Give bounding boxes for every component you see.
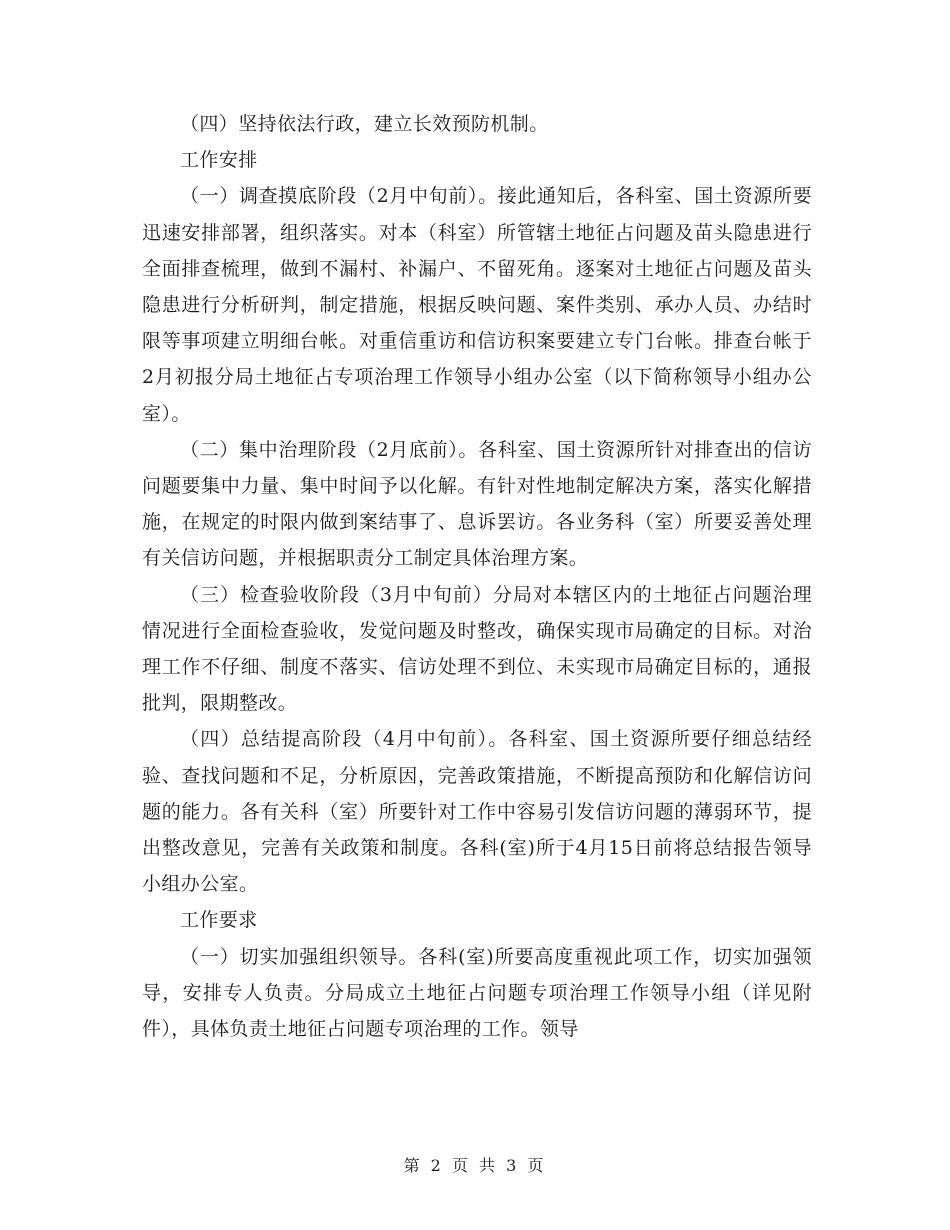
paragraph-stage-1: （一）调查摸底阶段（2月中旬前）。接此通知后，各科室、国土资源所要迅速安排部署，组织落实。对本（科室）所管辖土地征占问题及苗头隐患进行全面排查梳理，做到不漏村、补漏户、不留死角。逐案对土地征占问题及苗头隐患进行分析研判，制定措施，根据反映问题、案件类别、承办人员、办结时限等事项建立明细台帐。对重信重访和信访积案要建立专门台帐。排查台帐于2月初报分局土地征占专项治理工作领导小组办公室（以下简称领导小组办公室）。	[142, 185, 812, 425]
paragraph-stage-2: （二）集中治理阶段（2月底前）。各科室、国土资源所针对排查出的信访问题要集中力量、集中时间予以化解。有针对性地制定解决方案，落实化解措施，在规定的时限内做到案结事了、息诉罢访。各业务科（室）所要妥善处理有关信访问题，并根据职责分工制定具体治理方案。	[142, 438, 812, 570]
paragraph-requirement-1: （一）切实加强组织领导。各科(室)所要高度重视此项工作，切实加强领导，安排专人负责。分局成立土地征占问题专项治理工作领导小组（详见附件），具体负责土地征占问题专项治理的工作。领导	[142, 945, 812, 1041]
section-heading-work-arrangement: 工作安排	[180, 149, 258, 172]
paragraph-stage-4: （四）总结提高阶段（4月中旬前）。各科室、国土资源所要仔细总结经验、查找问题和不足，分析原因，完善政策措施，不断提高预防和化解信访问题的能力。各有关科（室）所要针对工作中容易引发信访问题的薄弱环节，提出整改意见，完善有关政策和制度。各科(室)所于4月15日前将总结报告领导小组办公室。	[142, 728, 812, 896]
paragraph-principle-4: （四）坚持依法行政，建立长效预防机制。	[180, 113, 549, 135]
document-body	[142, 106, 812, 1047]
page-footer: 第 2 页 共 3 页	[403, 1156, 547, 1175]
section-heading-work-requirements: 工作要求	[180, 909, 258, 932]
paragraph-stage-3: （三）检查验收阶段（3月中旬前）分局对本辖区内的土地征占问题治理情况进行全面检查验收，发觉问题及时整改，确保实现市局确定的目标。对治理工作不仔细、制度不落实、信访处理不到位、未实现市局确定目标的，通报批判，限期整改。	[142, 583, 812, 715]
